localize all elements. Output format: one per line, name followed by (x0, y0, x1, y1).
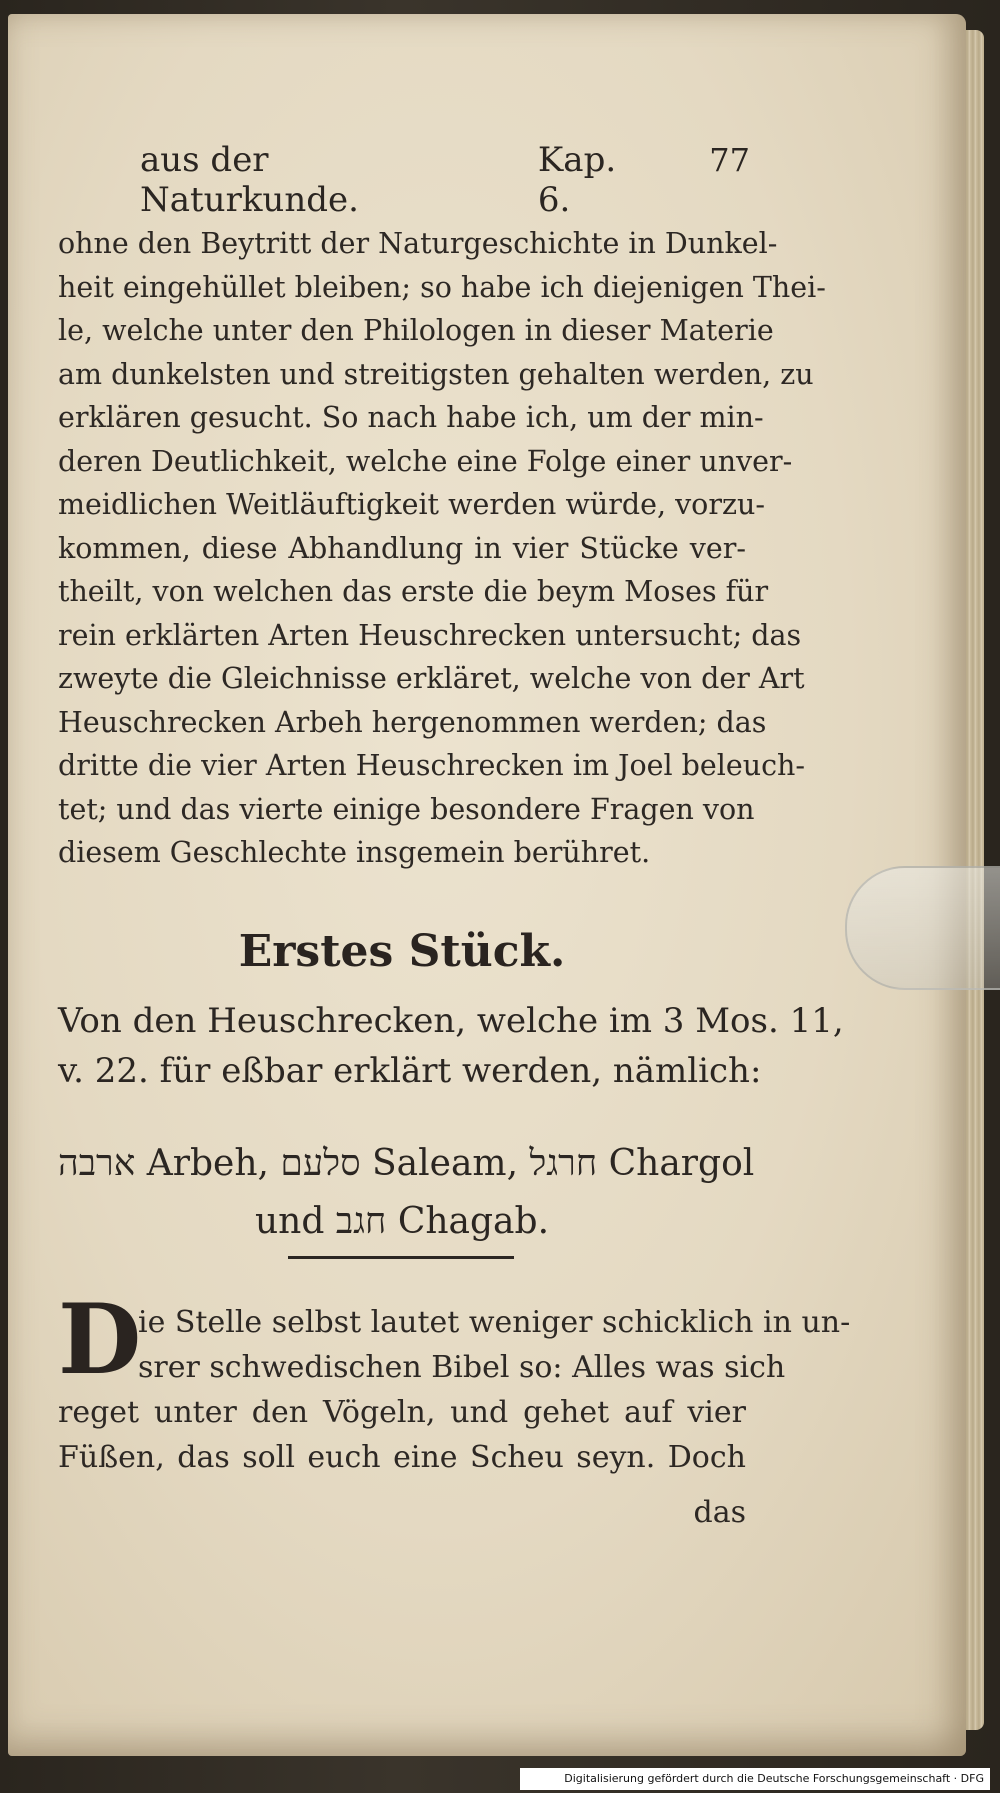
catchword: das (693, 1495, 746, 1530)
subtitle-line: v. 22. für eßbar erklärt werden, nämlich: (58, 1051, 762, 1091)
names-line: und חגב Chagab. (254, 1201, 550, 1242)
text-line: Füßen, das soll euch eine Scheu seyn. Doch (58, 1440, 746, 1475)
names-line: ארבה Arbeh, סלעם Saleam, חרגל Chargol (58, 1143, 755, 1184)
body-paragraph-2 (58, 1283, 851, 1480)
text-line: tet; und das vierte einige besondere Fragen von (58, 792, 755, 826)
text-line: meidlichen Weitläuftigkeit werden würde, vorzu- (58, 488, 765, 521)
text-line: am dunkelsten und streitigsten gehalten werden, zu (58, 357, 814, 391)
divider-rule (288, 1256, 514, 1259)
text-line: reget unter den Vögeln, und gehet auf vier (58, 1395, 746, 1430)
bookmark-clip (845, 866, 1000, 990)
text-line: ohne den Beytritt der Naturgeschichte in Dunkel- (58, 227, 778, 260)
text-line: zweyte die Gleichnisse erkläret, welche von der Art (58, 662, 805, 695)
subtitle-line: Von den Heuschrecken, welche im 3 Mos. 11, (58, 1001, 844, 1041)
page-number: 77 (709, 141, 750, 179)
text-line: erklären gesucht. So nach habe ich, um der min- (58, 401, 764, 434)
text-line: rein erklärten Arten Heuschrecken untersucht; das (58, 618, 802, 652)
digitization-credit: Digitalisierung gefördert durch die Deutsche Forschungsgemeinschaft · DFG (520, 1768, 990, 1790)
text-line: srer schwedischen Bibel so: Alles was sich (138, 1350, 786, 1385)
section-subtitle (58, 996, 844, 1096)
section-title: Erstes Stück. (238, 926, 566, 977)
text-line: heit eingehüllet bleiben; so habe ich diejenigen Thei- (58, 270, 826, 304)
text-line: diesem Geschlechte insgemein berühret. (58, 836, 651, 869)
running-head (140, 140, 750, 220)
running-head-title: aus der Naturkunde. (140, 140, 359, 220)
text-line: kommen, diese Abhandlung in vier Stücke ver- (58, 531, 746, 565)
text-line: Heuschrecken Arbeh hergenommen werden; das (58, 705, 767, 739)
text-line: ie Stelle selbst lautet weniger schicklich in un- (138, 1305, 851, 1340)
body-paragraph-1 (58, 222, 826, 875)
running-head-chapter: Kap. 6. (537, 140, 617, 220)
text-line: le, welche unter den Philologen in dieser Materie (58, 314, 774, 347)
text-line: theilt, von welchen das erste die beym Moses für (58, 575, 769, 608)
drop-cap: D (58, 1283, 142, 1396)
text-line: dritte die vier Arten Heuschrecken im Joel beleuch- (58, 749, 806, 782)
locust-names (58, 1135, 755, 1251)
text-line: deren Deutlichkeit, welche eine Folge einer unver- (58, 444, 793, 478)
